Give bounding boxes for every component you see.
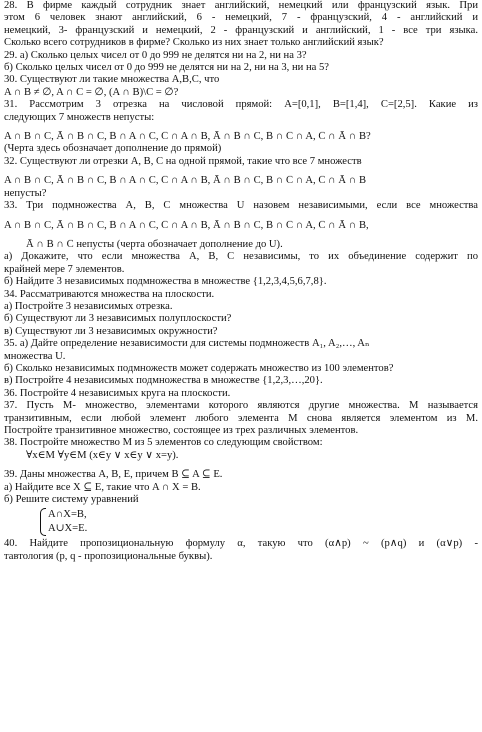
text-line: транзитивным, если любой элемент любого элемента M снова является элементом из M.	[4, 412, 478, 424]
equation-system	[40, 508, 478, 536]
text-line: A ∩ B ∩ C, Ā ∩ B ∩ C, B̄ ∩ A ∩ C, C̄ ∩ A ∩ B, Ā ∩ B̄ ∩ C, B̄ ∩ C̄ ∩ A, C̄ ∩ Ā ∩ B	[4, 175, 367, 187]
text-line: следующих 7 множеств непусты:	[4, 111, 155, 123]
left-brace	[40, 508, 46, 536]
text-line: 32. Существуют ли отрезки A, B, C на одной прямой, такие что все 7 множеств	[4, 155, 362, 167]
problem-text-tail	[4, 538, 478, 563]
text-line: а) Докажите, что если множества A, B, C независимы, то их объединение содержит по	[4, 251, 478, 263]
text-line: а) Найдите все X ⊆ E, такие что A ∩ X = B.	[4, 481, 201, 493]
text-line: 29. а) Сколько целых чисел от 0 до 999 не делятся ни на 2, ни на 3?	[4, 49, 307, 61]
system-equation-2: A∪X=E.	[48, 523, 88, 535]
text-line: б) Решите систему уравнений	[4, 494, 139, 506]
text-line: тавтология (p, q - пропозициональные буквы).	[4, 550, 213, 562]
text-line: Сколько всего сотрудников в фирме? Сколько из них знает только английский язык?	[4, 37, 384, 49]
text-line: 36. Постройте 4 независимых круга на плоскости.	[4, 387, 231, 399]
text-line: 30. Существуют ли такие множества A,B,C, что	[4, 74, 220, 86]
text-line: 31. Рассмотрим 3 отрезка на числовой прямой: A=[0,1], B=[1,4], C=[2,5]. Какие из	[4, 99, 478, 111]
text-line: немецкий, 3- французский и немецкий, 2 - французский и английский, 1 - все три языка.	[4, 24, 478, 36]
text-line: Постройте транзитивное множество, состоящее из трех различных элементов.	[4, 425, 359, 436]
text-line: непусты?	[4, 187, 47, 199]
text-line: 40. Найдите пропозициональную формулу α, такую что (α∧p) ~ (p∧q) и (α∨p) -	[4, 538, 478, 550]
text-line: A ∩ B ∩ C, Ā ∩ B ∩ C, B̄ ∩ A ∩ C, C̄ ∩ A ∩ B, Ā ∩ B̄ ∩ C, B̄ ∩ C̄ ∩ A, C̄ ∩ Ā ∩ B?	[4, 131, 371, 143]
text-line: 37. Пусть M- множество, элементами которого являются другие множества. M называется	[4, 400, 478, 412]
text-line: 34. Рассматриваются множества на плоскости.	[4, 288, 215, 300]
text-line: а) Постройте 3 независимых отрезка.	[4, 300, 173, 312]
text-line: (Черта здесь обозначает дополнение до прямой)	[4, 143, 222, 155]
text-line: крайней мере 7 элементов.	[4, 263, 125, 275]
text-line: в) Существуют ли 3 независимых окружности?	[4, 325, 218, 337]
text-line: Ā ∩ B̄ ∩ C̄ непусты (черта обозначает дополнение до U).	[26, 238, 283, 250]
text-line: 38. Постройте множество M из 5 элементов со следующим свойством:	[4, 437, 323, 449]
text-line: 28. В фирме каждый сотрудник знает английский, немецкий или французский язык. При	[4, 0, 478, 11]
text-line: б) Найдите 3 независимых подмножества в множестве {1,2,3,4,5,6,7,8}.	[4, 276, 327, 288]
text-line: б) Сколько целых чисел от 0 до 999 не делятся ни на 2, ни на 3, ни на 5?	[4, 62, 329, 74]
text-line: 35. а) Дайте определение независимости для системы подмножеств A₁, A₂,…, Aₙ	[4, 338, 370, 350]
text-line: A ∩ B ∩ C, Ā ∩ B ∩ C, B̄ ∩ A ∩ C, C̄ ∩ A ∩ B, Ā ∩ B̄ ∩ C, B̄ ∩ C̄ ∩ A, C̄ ∩ Ā ∩ B,	[4, 219, 369, 231]
text-line: ∀x∈M ∀y∈M (x∈y ∨ x∈y ∨ x=y).	[26, 449, 179, 461]
text-line: этом 6 человек знают английский, 6 - немецкий, 7 - французский, 4 - английский и	[4, 12, 478, 24]
text-line: 33. Три подмножества A, B, C множества U назовем независимыми, если все множества	[4, 200, 478, 212]
text-line: 39. Даны множества A, B, E, причем B ⊆ A ⊆ E.	[4, 469, 223, 481]
problem-text	[4, 0, 478, 506]
text-line: б) Сколько независимых подмножеств может содержать множество из 100 элементов?	[4, 362, 394, 374]
system-lines	[48, 508, 87, 536]
text-line: б) Существуют ли 3 независимых полуплоскости?	[4, 313, 232, 325]
text-line: A ∩ B ≠ ∅, A ∩ C = ∅, (A ∩ B)\C = ∅?	[4, 86, 179, 98]
system-equation-1: A∩X=B,	[48, 509, 87, 521]
text-line: в) Постройте 4 независимых подмножества в множестве {1,2,3,…,20}.	[4, 375, 323, 387]
text-line: множества U.	[4, 350, 66, 362]
